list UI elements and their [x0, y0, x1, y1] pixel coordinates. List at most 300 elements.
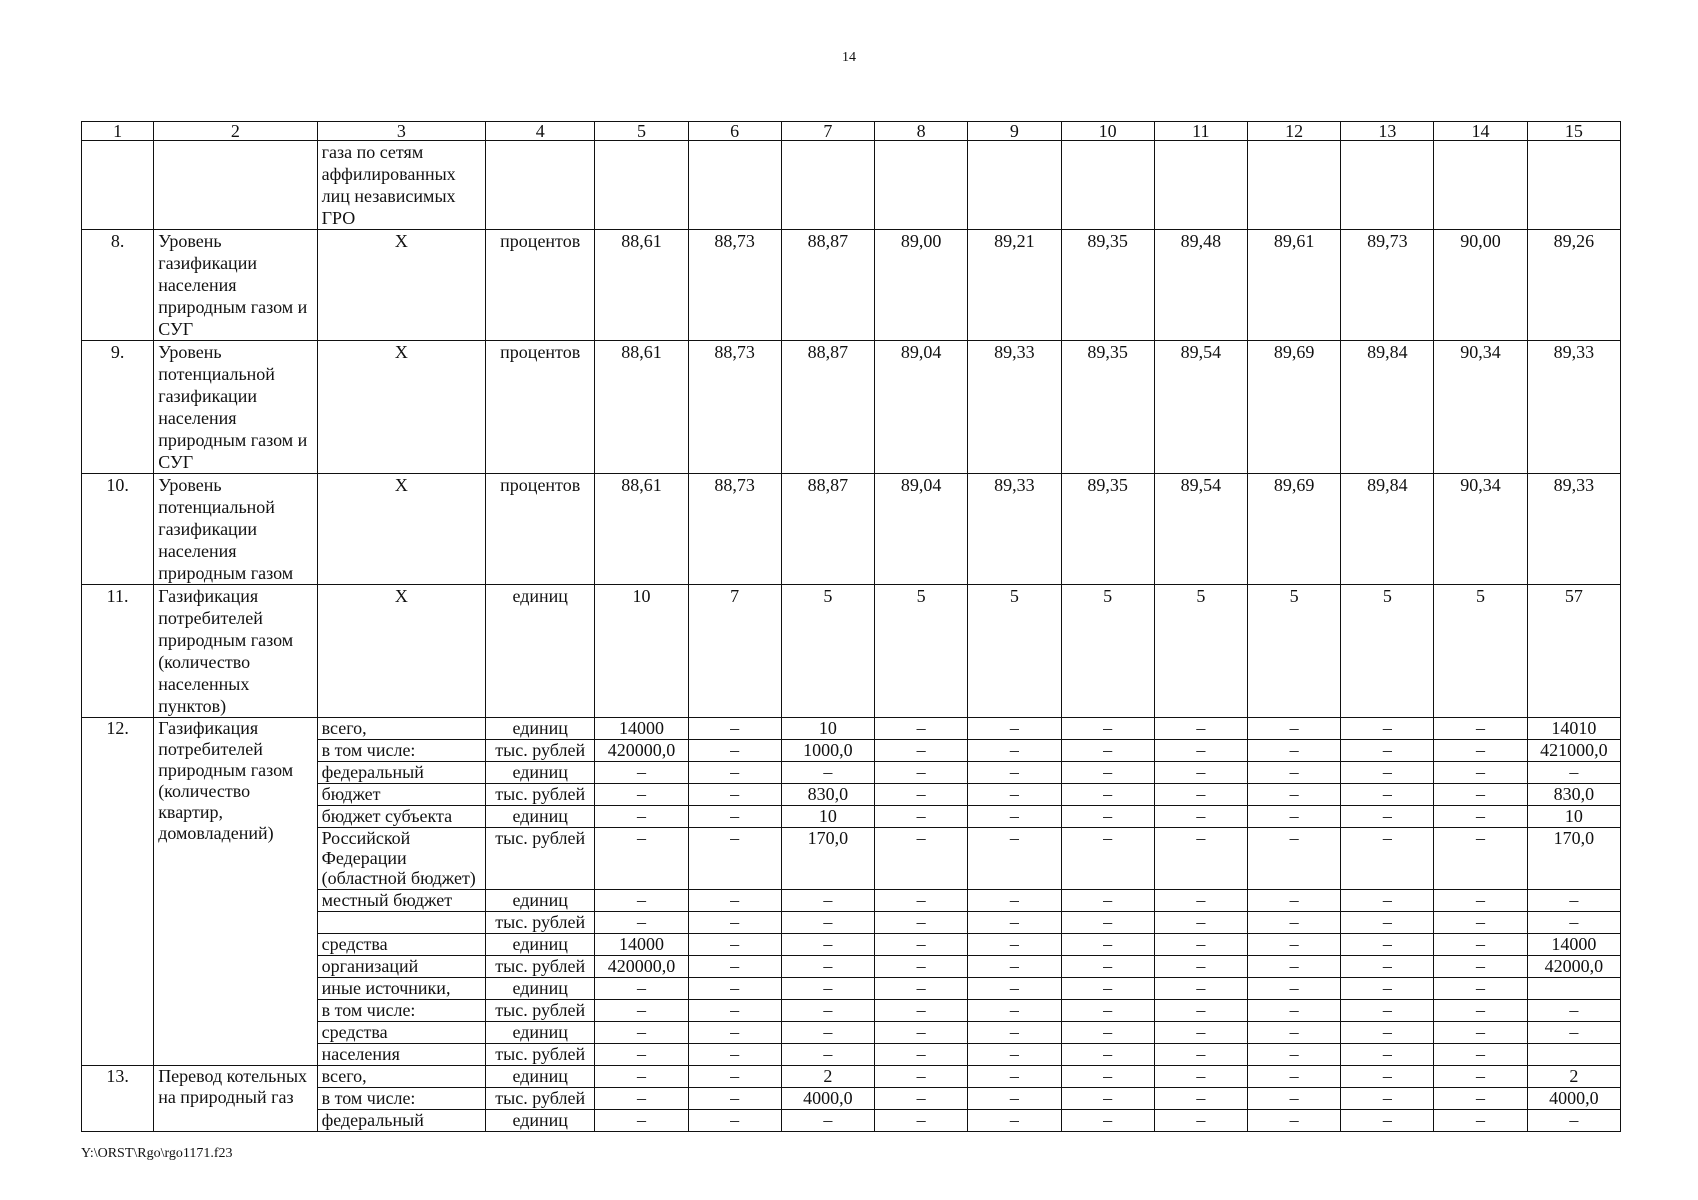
unit-cell: единиц	[486, 890, 595, 912]
table-row	[82, 341, 1621, 474]
value-cell: 89,33	[968, 341, 1061, 474]
value-cell: –	[1341, 828, 1434, 890]
value-cell: –	[875, 784, 968, 806]
value-cell: 830,0	[1527, 784, 1620, 806]
value-cell: –	[875, 890, 968, 912]
value-cell: –	[595, 1110, 688, 1132]
funding-source-cell: в том числе:	[317, 1000, 485, 1022]
value-cell: 90,00	[1434, 230, 1527, 341]
data-table	[81, 121, 1621, 1132]
value-cell: 89,48	[1154, 230, 1247, 341]
empty-cell	[1527, 141, 1620, 230]
unit-cell: тыс. рублей	[486, 1044, 595, 1066]
column-header: 2	[154, 122, 317, 141]
value-cell: –	[595, 762, 688, 784]
value-cell: –	[688, 934, 781, 956]
value-cell: 4000,0	[1527, 1088, 1620, 1110]
value-cell: –	[1434, 956, 1527, 978]
funding-source-cell: всего,	[317, 718, 485, 740]
value-cell: –	[875, 828, 968, 890]
value-cell: –	[1061, 1066, 1154, 1088]
table-row	[82, 230, 1621, 341]
value-cell: –	[1434, 828, 1527, 890]
value-cell	[1527, 1044, 1620, 1066]
value-cell: –	[595, 784, 688, 806]
value-cell: –	[1434, 978, 1527, 1000]
page-number: 14	[842, 50, 856, 65]
unit-cell: единиц	[486, 806, 595, 828]
unit-cell: тыс. рублей	[486, 828, 595, 890]
value-cell: 57	[1527, 585, 1620, 718]
value-cell: –	[1341, 934, 1434, 956]
value-cell: –	[875, 934, 968, 956]
value-cell: –	[1527, 912, 1620, 934]
value-cell: –	[1061, 912, 1154, 934]
unit-cell: процентов	[486, 230, 595, 341]
value-cell: –	[875, 1088, 968, 1110]
value-cell: 42000,0	[1527, 956, 1620, 978]
value-cell: –	[1434, 1022, 1527, 1044]
value-cell: –	[1061, 978, 1154, 1000]
funding-source-cell: бюджет субъекта	[317, 806, 485, 828]
value-cell: –	[688, 762, 781, 784]
column-header: 13	[1341, 122, 1434, 141]
value-cell: –	[1154, 784, 1247, 806]
column-header: 11	[1154, 122, 1247, 141]
unit-cell: процентов	[486, 341, 595, 474]
value-cell: 421000,0	[1527, 740, 1620, 762]
value-cell: –	[1247, 1110, 1340, 1132]
value-cell: –	[688, 784, 781, 806]
empty-cell	[875, 141, 968, 230]
value-cell: 2	[1527, 1066, 1620, 1088]
funding-source-cell: всего,	[317, 1066, 485, 1088]
value-cell: –	[968, 1044, 1061, 1066]
value-cell	[1527, 978, 1620, 1000]
value-cell: –	[968, 784, 1061, 806]
value-cell: –	[688, 740, 781, 762]
unit-cell: тыс. рублей	[486, 912, 595, 934]
value-cell: 170,0	[1527, 828, 1620, 890]
source-cell: Х	[317, 585, 485, 718]
empty-cell	[154, 141, 317, 230]
value-cell: –	[781, 1022, 874, 1044]
value-cell: –	[1434, 1088, 1527, 1110]
funding-source-cell	[317, 912, 485, 934]
value-cell: 88,61	[595, 474, 688, 585]
value-cell: –	[1527, 762, 1620, 784]
value-cell: –	[781, 1000, 874, 1022]
row-number: 11.	[82, 585, 154, 718]
value-cell: –	[688, 956, 781, 978]
funding-source-cell: местный бюджет	[317, 890, 485, 912]
table-row	[82, 1066, 1621, 1088]
value-cell: –	[1061, 762, 1154, 784]
value-cell: –	[1341, 784, 1434, 806]
value-cell: –	[688, 1110, 781, 1132]
value-cell: –	[688, 978, 781, 1000]
funding-source-cell: в том числе:	[317, 740, 485, 762]
value-cell: –	[781, 912, 874, 934]
value-cell: –	[595, 912, 688, 934]
value-cell: –	[595, 1022, 688, 1044]
value-cell: –	[875, 1110, 968, 1132]
row-number: 8.	[82, 230, 154, 341]
value-cell: –	[1247, 890, 1340, 912]
value-cell: –	[1434, 1000, 1527, 1022]
value-cell: –	[1434, 762, 1527, 784]
value-cell: –	[1247, 762, 1340, 784]
value-cell: 89,04	[875, 474, 968, 585]
value-cell: 10	[1527, 806, 1620, 828]
table-header-row	[82, 122, 1621, 141]
value-cell: –	[968, 934, 1061, 956]
empty-cell	[595, 141, 688, 230]
continued-text-cell: газа по сетям аффилированных лиц независимых ГРО	[317, 141, 485, 230]
value-cell: –	[1527, 1022, 1620, 1044]
value-cell: –	[688, 912, 781, 934]
value-cell: –	[1061, 806, 1154, 828]
empty-cell	[1247, 141, 1340, 230]
value-cell: –	[1154, 1044, 1247, 1066]
value-cell: –	[1061, 934, 1154, 956]
value-cell: 5	[875, 585, 968, 718]
value-cell: –	[1341, 912, 1434, 934]
column-header: 1	[82, 122, 154, 141]
value-cell: –	[1247, 1000, 1340, 1022]
unit-cell: тыс. рублей	[486, 740, 595, 762]
value-cell: 1000,0	[781, 740, 874, 762]
unit-cell: единиц	[486, 762, 595, 784]
value-cell: 89,69	[1247, 341, 1340, 474]
value-cell: 7	[688, 585, 781, 718]
value-cell: –	[875, 718, 968, 740]
value-cell: 5	[781, 585, 874, 718]
value-cell: –	[688, 828, 781, 890]
unit-cell: единиц	[486, 718, 595, 740]
value-cell: 89,35	[1061, 341, 1154, 474]
value-cell: –	[1341, 1066, 1434, 1088]
value-cell: –	[1154, 828, 1247, 890]
value-cell: –	[1341, 956, 1434, 978]
value-cell: –	[1434, 1066, 1527, 1088]
value-cell: –	[1341, 762, 1434, 784]
value-cell: –	[1061, 784, 1154, 806]
unit-cell: единиц	[486, 1066, 595, 1088]
indicator-name: Уровень потенциальной газификации населения природным газом	[154, 474, 317, 585]
value-cell: –	[968, 890, 1061, 912]
empty-cell	[688, 141, 781, 230]
value-cell: 89,35	[1061, 474, 1154, 585]
value-cell: 420000,0	[595, 956, 688, 978]
value-cell: 14000	[1527, 934, 1620, 956]
value-cell: –	[1061, 1044, 1154, 1066]
value-cell: 88,87	[781, 230, 874, 341]
empty-cell	[1341, 141, 1434, 230]
value-cell: –	[1247, 912, 1340, 934]
value-cell: –	[1154, 740, 1247, 762]
value-cell: –	[688, 1022, 781, 1044]
column-header: 3	[317, 122, 485, 141]
value-cell: 89,54	[1154, 474, 1247, 585]
value-cell: –	[1247, 1044, 1340, 1066]
value-cell: 89,61	[1247, 230, 1340, 341]
empty-cell	[82, 141, 154, 230]
unit-cell: единиц	[486, 934, 595, 956]
value-cell: –	[1154, 1088, 1247, 1110]
value-cell: –	[1434, 718, 1527, 740]
value-cell: –	[968, 1022, 1061, 1044]
value-cell: –	[968, 718, 1061, 740]
value-cell: –	[688, 890, 781, 912]
value-cell: –	[875, 956, 968, 978]
value-cell: –	[1061, 890, 1154, 912]
value-cell: –	[1247, 718, 1340, 740]
value-cell: 89,00	[875, 230, 968, 341]
value-cell: –	[1341, 740, 1434, 762]
value-cell: –	[875, 912, 968, 934]
value-cell: –	[781, 762, 874, 784]
funding-source-cell: федеральный	[317, 762, 485, 784]
source-cell: Х	[317, 341, 485, 474]
value-cell: –	[1154, 1110, 1247, 1132]
value-cell: –	[1154, 718, 1247, 740]
value-cell: 89,21	[968, 230, 1061, 341]
value-cell: 5	[1061, 585, 1154, 718]
value-cell: 5	[1434, 585, 1527, 718]
value-cell: 5	[968, 585, 1061, 718]
value-cell: –	[595, 1066, 688, 1088]
value-cell: –	[1154, 890, 1247, 912]
funding-source-cell: средства	[317, 934, 485, 956]
row-number: 9.	[82, 341, 154, 474]
value-cell: –	[1434, 934, 1527, 956]
table-row	[82, 585, 1621, 718]
value-cell: –	[1247, 956, 1340, 978]
value-cell: –	[688, 1000, 781, 1022]
funding-source-cell: иные источники,	[317, 978, 485, 1000]
value-cell: –	[1154, 956, 1247, 978]
value-cell: –	[875, 740, 968, 762]
value-cell: –	[595, 1044, 688, 1066]
funding-source-cell: организаций	[317, 956, 485, 978]
value-cell: –	[1527, 1000, 1620, 1022]
column-header: 15	[1527, 122, 1620, 141]
value-cell: 88,73	[688, 474, 781, 585]
value-cell: –	[1247, 784, 1340, 806]
value-cell: 89,26	[1527, 230, 1620, 341]
value-cell: –	[968, 1000, 1061, 1022]
value-cell: –	[781, 956, 874, 978]
value-cell: –	[781, 934, 874, 956]
value-cell: –	[1154, 806, 1247, 828]
unit-cell: тыс. рублей	[486, 784, 595, 806]
value-cell: –	[1341, 1000, 1434, 1022]
value-cell: –	[688, 1066, 781, 1088]
value-cell: –	[1341, 1110, 1434, 1132]
value-cell: –	[1061, 740, 1154, 762]
row-number: 12.	[82, 718, 154, 1066]
value-cell: –	[595, 806, 688, 828]
value-cell: 89,54	[1154, 341, 1247, 474]
value-cell: –	[1154, 912, 1247, 934]
table-row	[82, 718, 1621, 740]
value-cell: –	[875, 762, 968, 784]
value-cell: 88,87	[781, 341, 874, 474]
value-cell: –	[595, 1000, 688, 1022]
footer-file-path: Y:\ORST\Rgo\rgo1171.f23	[81, 1146, 233, 1161]
empty-cell	[968, 141, 1061, 230]
value-cell: –	[688, 718, 781, 740]
value-cell: –	[1434, 740, 1527, 762]
empty-cell	[1434, 141, 1527, 230]
value-cell: –	[1154, 1066, 1247, 1088]
value-cell: 14010	[1527, 718, 1620, 740]
value-cell: –	[781, 1044, 874, 1066]
value-cell: 830,0	[781, 784, 874, 806]
funding-source-cell: Российской Федерации (областной бюджет)	[317, 828, 485, 890]
empty-cell	[781, 141, 874, 230]
value-cell: 89,33	[968, 474, 1061, 585]
value-cell: –	[1247, 740, 1340, 762]
indicator-name: Уровень газификации населения природным газом и СУГ	[154, 230, 317, 341]
value-cell: –	[1061, 718, 1154, 740]
value-cell: –	[875, 1000, 968, 1022]
value-cell: –	[781, 978, 874, 1000]
value-cell: 89,84	[1341, 341, 1434, 474]
column-header: 8	[875, 122, 968, 141]
column-header: 10	[1061, 122, 1154, 141]
table-row	[82, 141, 1621, 230]
value-cell: –	[1154, 1000, 1247, 1022]
column-header: 6	[688, 122, 781, 141]
funding-source-cell: средства	[317, 1022, 485, 1044]
value-cell: 14000	[595, 934, 688, 956]
value-cell: 89,33	[1527, 341, 1620, 474]
value-cell: –	[968, 1088, 1061, 1110]
value-cell: –	[1061, 1000, 1154, 1022]
indicator-name: Перевод котельных на природный газ	[154, 1066, 317, 1132]
value-cell: –	[875, 806, 968, 828]
value-cell: 88,73	[688, 341, 781, 474]
value-cell: –	[968, 806, 1061, 828]
value-cell: –	[1154, 934, 1247, 956]
value-cell: –	[688, 1044, 781, 1066]
value-cell: 89,04	[875, 341, 968, 474]
value-cell: 89,84	[1341, 474, 1434, 585]
value-cell: –	[875, 1066, 968, 1088]
column-header: 9	[968, 122, 1061, 141]
value-cell: –	[1061, 956, 1154, 978]
value-cell: –	[968, 912, 1061, 934]
value-cell: 89,69	[1247, 474, 1340, 585]
value-cell: –	[1247, 978, 1340, 1000]
funding-source-cell: бюджет	[317, 784, 485, 806]
value-cell: –	[595, 828, 688, 890]
column-header: 14	[1434, 122, 1527, 141]
unit-cell: тыс. рублей	[486, 956, 595, 978]
indicator-name: Газификация потребителей природным газом (количество квартир, домовладений)	[154, 718, 317, 1066]
value-cell: 2	[781, 1066, 874, 1088]
table-row	[82, 474, 1621, 585]
value-cell: 88,61	[595, 230, 688, 341]
unit-cell: процентов	[486, 474, 595, 585]
column-header: 7	[781, 122, 874, 141]
value-cell: –	[1247, 828, 1340, 890]
value-cell: –	[875, 1044, 968, 1066]
value-cell: 89,35	[1061, 230, 1154, 341]
value-cell: –	[968, 762, 1061, 784]
value-cell: –	[1247, 1088, 1340, 1110]
value-cell: –	[595, 978, 688, 1000]
value-cell: –	[1247, 1066, 1340, 1088]
value-cell: –	[1061, 1088, 1154, 1110]
value-cell: 5	[1247, 585, 1340, 718]
funding-source-cell: населения	[317, 1044, 485, 1066]
value-cell: 89,73	[1341, 230, 1434, 341]
value-cell: –	[1434, 1044, 1527, 1066]
value-cell: –	[1247, 806, 1340, 828]
value-cell: –	[875, 978, 968, 1000]
value-cell: –	[1154, 762, 1247, 784]
empty-cell	[1154, 141, 1247, 230]
value-cell: –	[1434, 912, 1527, 934]
value-cell: 4000,0	[781, 1088, 874, 1110]
value-cell: 88,61	[595, 341, 688, 474]
value-cell: –	[688, 806, 781, 828]
value-cell: –	[1341, 1088, 1434, 1110]
value-cell: 90,34	[1434, 341, 1527, 474]
indicator-name: Уровень потенциальной газификации населения природным газом и СУГ	[154, 341, 317, 474]
value-cell: 420000,0	[595, 740, 688, 762]
value-cell: –	[1247, 1022, 1340, 1044]
value-cell: –	[968, 1110, 1061, 1132]
value-cell: 170,0	[781, 828, 874, 890]
value-cell: –	[968, 1066, 1061, 1088]
value-cell: –	[1341, 806, 1434, 828]
row-number: 10.	[82, 474, 154, 585]
value-cell: 10	[781, 806, 874, 828]
value-cell: –	[1527, 890, 1620, 912]
value-cell: 89,33	[1527, 474, 1620, 585]
unit-cell: единиц	[486, 585, 595, 718]
source-cell: Х	[317, 474, 485, 585]
indicator-name: Газификация потребителей природным газом (количество населенных пунктов)	[154, 585, 317, 718]
value-cell: –	[1341, 1022, 1434, 1044]
column-header: 5	[595, 122, 688, 141]
value-cell: –	[1341, 1044, 1434, 1066]
funding-source-cell: федеральный	[317, 1110, 485, 1132]
unit-cell: единиц	[486, 978, 595, 1000]
value-cell: –	[595, 1088, 688, 1110]
value-cell: –	[1061, 1110, 1154, 1132]
value-cell: –	[1434, 806, 1527, 828]
value-cell: –	[1434, 784, 1527, 806]
value-cell: 14000	[595, 718, 688, 740]
value-cell: –	[1527, 1110, 1620, 1132]
funding-source-cell: в том числе:	[317, 1088, 485, 1110]
value-cell: –	[688, 1088, 781, 1110]
value-cell: 10	[781, 718, 874, 740]
value-cell: –	[1061, 1022, 1154, 1044]
source-cell: Х	[317, 230, 485, 341]
value-cell: –	[781, 890, 874, 912]
value-cell: 88,73	[688, 230, 781, 341]
value-cell: 5	[1154, 585, 1247, 718]
empty-cell	[486, 141, 595, 230]
value-cell: –	[1341, 890, 1434, 912]
value-cell: –	[1154, 978, 1247, 1000]
